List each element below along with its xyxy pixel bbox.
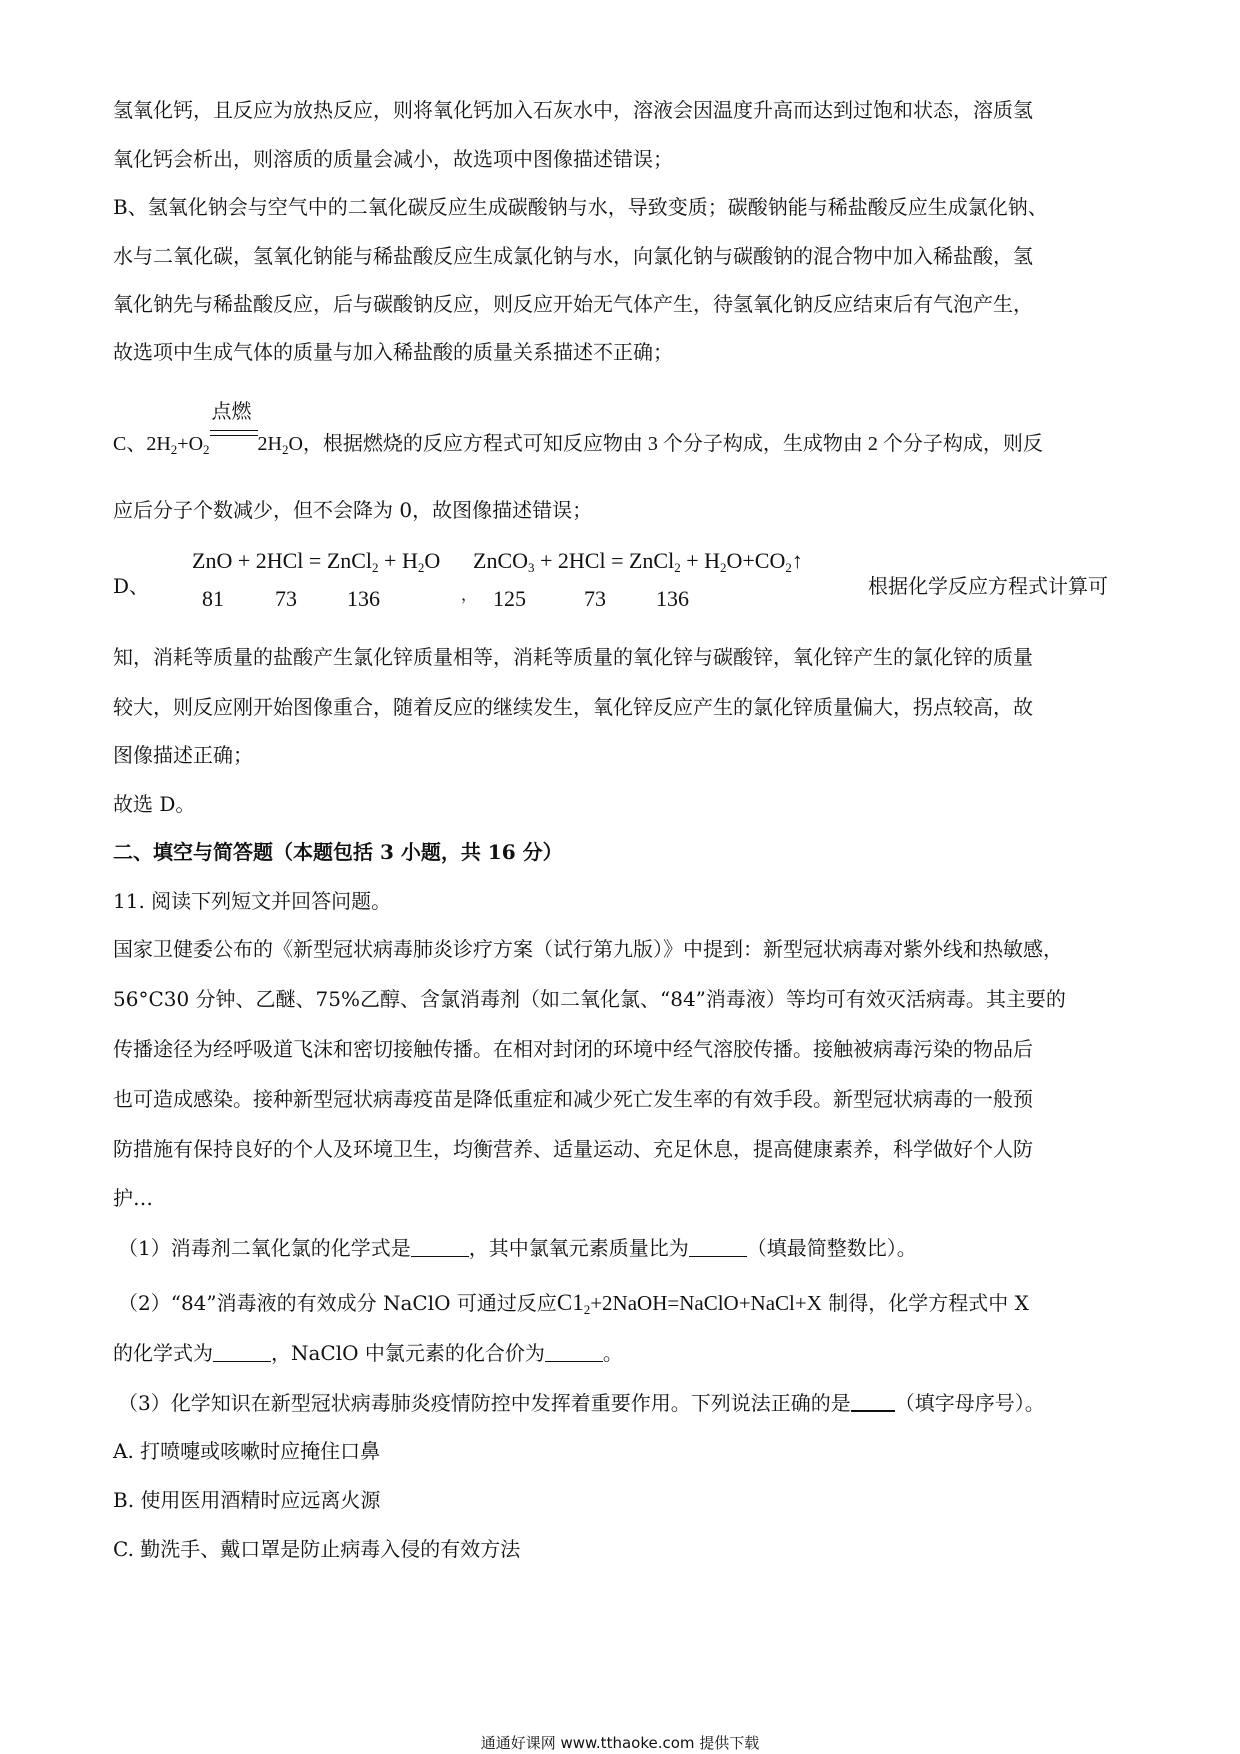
text-line: 应后分子个数减少，但不会降为 0，故图像描述错误； (113, 498, 593, 522)
mass-ratio-1-b: 73 (275, 586, 297, 611)
equation-zno: ZnO + 2HCl = ZnCl$_2$ + $H_2O$ (192, 548, 441, 575)
text-line: B、氢氧化钠会与空气中的二氧化碳反应生成碳酸钠与水，导致变质；碳酸钠能与稀盐酸反应生成氯化钠、 (113, 195, 1048, 219)
text-line: 氢氧化钙，且反应为放热反应，则将氧化钙加入石灰水中，溶液会因温度升高而达到过饱和状态，溶质氢 (113, 98, 1033, 122)
sub-question-2-cont: 的化学式为 ，NaClO 中氯元素的化合价为 。 (113, 1341, 623, 1365)
reaction-condition: 点燃 (210, 424, 258, 452)
passage-line: 也可造成感染。接种新型冠状病毒疫苗是降低重症和减少死亡发生率的有效手段。新型冠状病毒的一般预 (113, 1087, 1033, 1111)
option-b: B. 使用医用酒精时应远离火源 (113, 1488, 381, 1512)
option-c: C. 勤洗手、戴口罩是防止病毒入侵的有效方法 (113, 1537, 521, 1561)
text-line: 水与二氧化碳，氢氧化钠能与稀盐酸反应生成氯化钠与水，向氯化钠与碳酸钠的混合物中加入稀盐酸，氢 (113, 244, 1033, 268)
text-line: 图像描述正确； (113, 743, 253, 767)
mass-ratio-2-a: 125 (493, 586, 526, 611)
mass-ratio-1-a: 81 (202, 586, 224, 611)
mass-ratio-2-b: 73 (584, 586, 606, 611)
passage-line: 防措施有保持良好的个人及环境卫生，均衡营养、适量运动、充足休息，提高健康素养，科学做好个人防 (113, 1137, 1033, 1161)
text-line: 根据化学反应方程式计算可 (868, 574, 1108, 598)
option-d-label: D、 (113, 574, 150, 598)
text-line: 较大，则反应刚开始图像重合，随着反应的继续发生，氧化锌反应产生的氯化锌质量偏大，拐点较高，故 (113, 695, 1033, 719)
page-footer: 通通好课网 www.tthaoke.com 提供下载 (480, 1734, 760, 1752)
text-line: 故选 D。 (113, 792, 196, 816)
text-line: 知，消耗等质量的盐酸产生氯化锌质量相等，消耗等质量的氧化锌与碳酸锌，氧化锌产生的氯化锌的质量 (113, 645, 1033, 669)
answer-blank[interactable] (411, 1238, 469, 1257)
answer-blank[interactable] (213, 1343, 271, 1362)
sub-question-3: （3）化学知识在新型冠状病毒肺炎疫情防控中发挥着重要作用。下列说法正确的是 （填字母序号）。 (118, 1391, 1045, 1415)
mass-ratio-1-c: 136 (347, 586, 380, 611)
passage-line: 56°C30 分钟、乙醚、75%乙醇、含氯消毒剂（如二氧化氯、“84”消毒液）等均可有效灭活病毒。其主要的 (113, 987, 1066, 1011)
equation-znco3: ZnCO$_3$ + 2HCl = ZnCl$_2$ + $H_2O+CO_2↑$ (473, 548, 803, 575)
passage-line: 传播途径为经呼吸道飞沫和密切接触传播。在相对封闭的环境中经气溶胶传播。接触被病毒污染的物品后 (113, 1037, 1033, 1061)
section-heading: 二、填空与简答题（本题包括 3 小题，共 16 分） (113, 840, 563, 864)
text-line: 氧化钠先与稀盐酸反应，后与碳酸钠反应，则反应开始无气体产生，待氢氧化钠反应结束后有气泡产生， (113, 292, 1033, 316)
answer-blank[interactable] (851, 1392, 895, 1412)
text-line: 氧化钙会析出，则溶质的质量会减小，故选项中图像描述错误； (113, 147, 673, 171)
sub-question-2: （2）“84”消毒液的有效成分 NaClO 可通过反应$C1_2+2NaOH=NaClO+NaCl+X$ 制得，化学方程式中 X (118, 1290, 1029, 1317)
passage-line: 护… (113, 1186, 153, 1210)
text-line: 故选项中生成气体的质量与加入稀盐酸的质量关系描述不正确； (113, 340, 673, 364)
option-c-line: C、$2H_2+O_2$ 点燃 $2H_2O$，根据燃烧的反应方程式可知反应物由 3 个分子构成，生成物由 2 个分子构成，则反 (113, 401, 1043, 457)
sub-question-1: （1）消毒剂二氧化氯的化学式是 ，其中氯氧元素质量比为 （填最简整数比）。 (118, 1236, 917, 1260)
separator-comma: ， (461, 587, 478, 604)
passage-line: 国家卫健委公布的《新型冠状病毒肺炎诊疗方案（试行第九版）》中提到：新型冠状病毒对紫外线和热敏感， (113, 937, 1063, 961)
answer-blank[interactable] (689, 1238, 747, 1257)
question-title: 11. 阅读下列短文并回答问题。 (113, 889, 392, 913)
option-a: A. 打喷嚏或咳嗽时应掩住口鼻 (113, 1439, 381, 1463)
mass-ratio-2-c: 136 (656, 586, 689, 611)
answer-blank[interactable] (545, 1343, 603, 1362)
